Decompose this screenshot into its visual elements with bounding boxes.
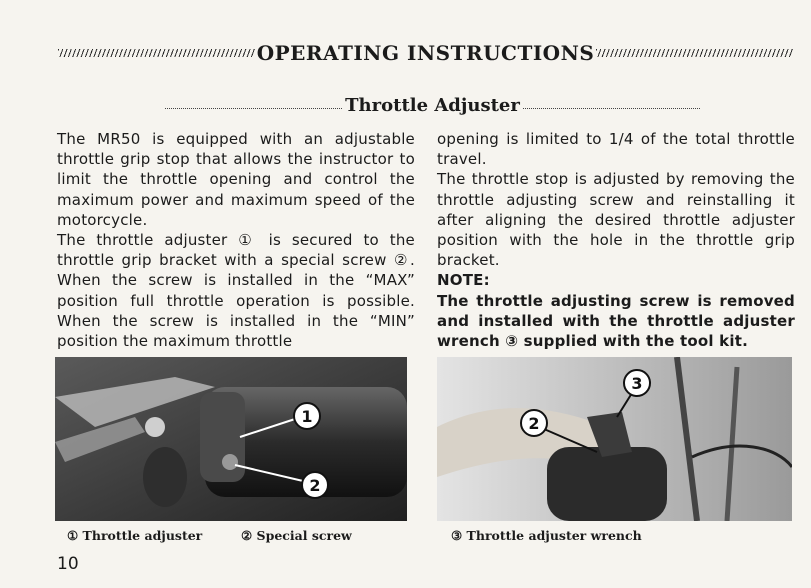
heading-dots-left [165,108,342,109]
header-title: OPERATING INSTRUCTIONS [256,41,595,65]
special-screw [222,454,238,470]
page-header [58,40,793,66]
page-number: 10 [57,554,79,574]
left-column [57,129,415,351]
caption-adjuster-wrench: ③ Throttle adjuster wrench [451,528,642,543]
bolt [145,417,165,437]
callout-label-1: 1 [301,407,313,426]
throttle-grip-photo [55,357,407,521]
paragraph: The throttle adjuster ① is secured to the throttle grip bracket with a special screw ②. When the screw is installed in the “MAX” position full throttle operation is possible. When the screw is installed in the “MIN” position the maximum throttle [57,231,415,351]
right-column [437,129,795,351]
heading-dots-right [523,108,700,109]
caption-special-screw: ② Special screw [241,528,352,543]
header-hatch-right [596,49,793,57]
adjuster-wrench-photo [437,357,792,521]
caption-throttle-adjuster: ① Throttle adjuster [67,528,203,543]
section-heading [165,93,700,117]
paragraph: opening is limited to 1/4 of the total throttle travel. [437,130,795,169]
callout-label-2: 2 [309,476,321,495]
note-heading: NOTE: [437,271,490,290]
throttle-grip [547,447,667,521]
paragraph: The throttle stop is adjusted by removing the throttle adjusting screw and reinstalling it after aligning the desired throttle adjuster position with the hole in the throttle grip bracket. [437,170,795,270]
paragraph: The MR50 is equipped with an adjustable throttle grip stop that allows the instructor to limit the throttle opening and control the maximum power and maximum speed of the motorcycle. [57,130,415,229]
section-title: Throttle Adjuster [345,94,520,116]
header-hatch-left [58,49,255,57]
callout-label-2b: 2 [528,414,540,433]
note-text: The throttle adjusting screw is removed and installed with the throttle adjuster wrench ③ supplied with the tool kit. [437,291,795,351]
switch-housing [143,447,187,507]
callout-label-3: 3 [631,374,643,393]
throttle-adjuster [200,392,245,482]
